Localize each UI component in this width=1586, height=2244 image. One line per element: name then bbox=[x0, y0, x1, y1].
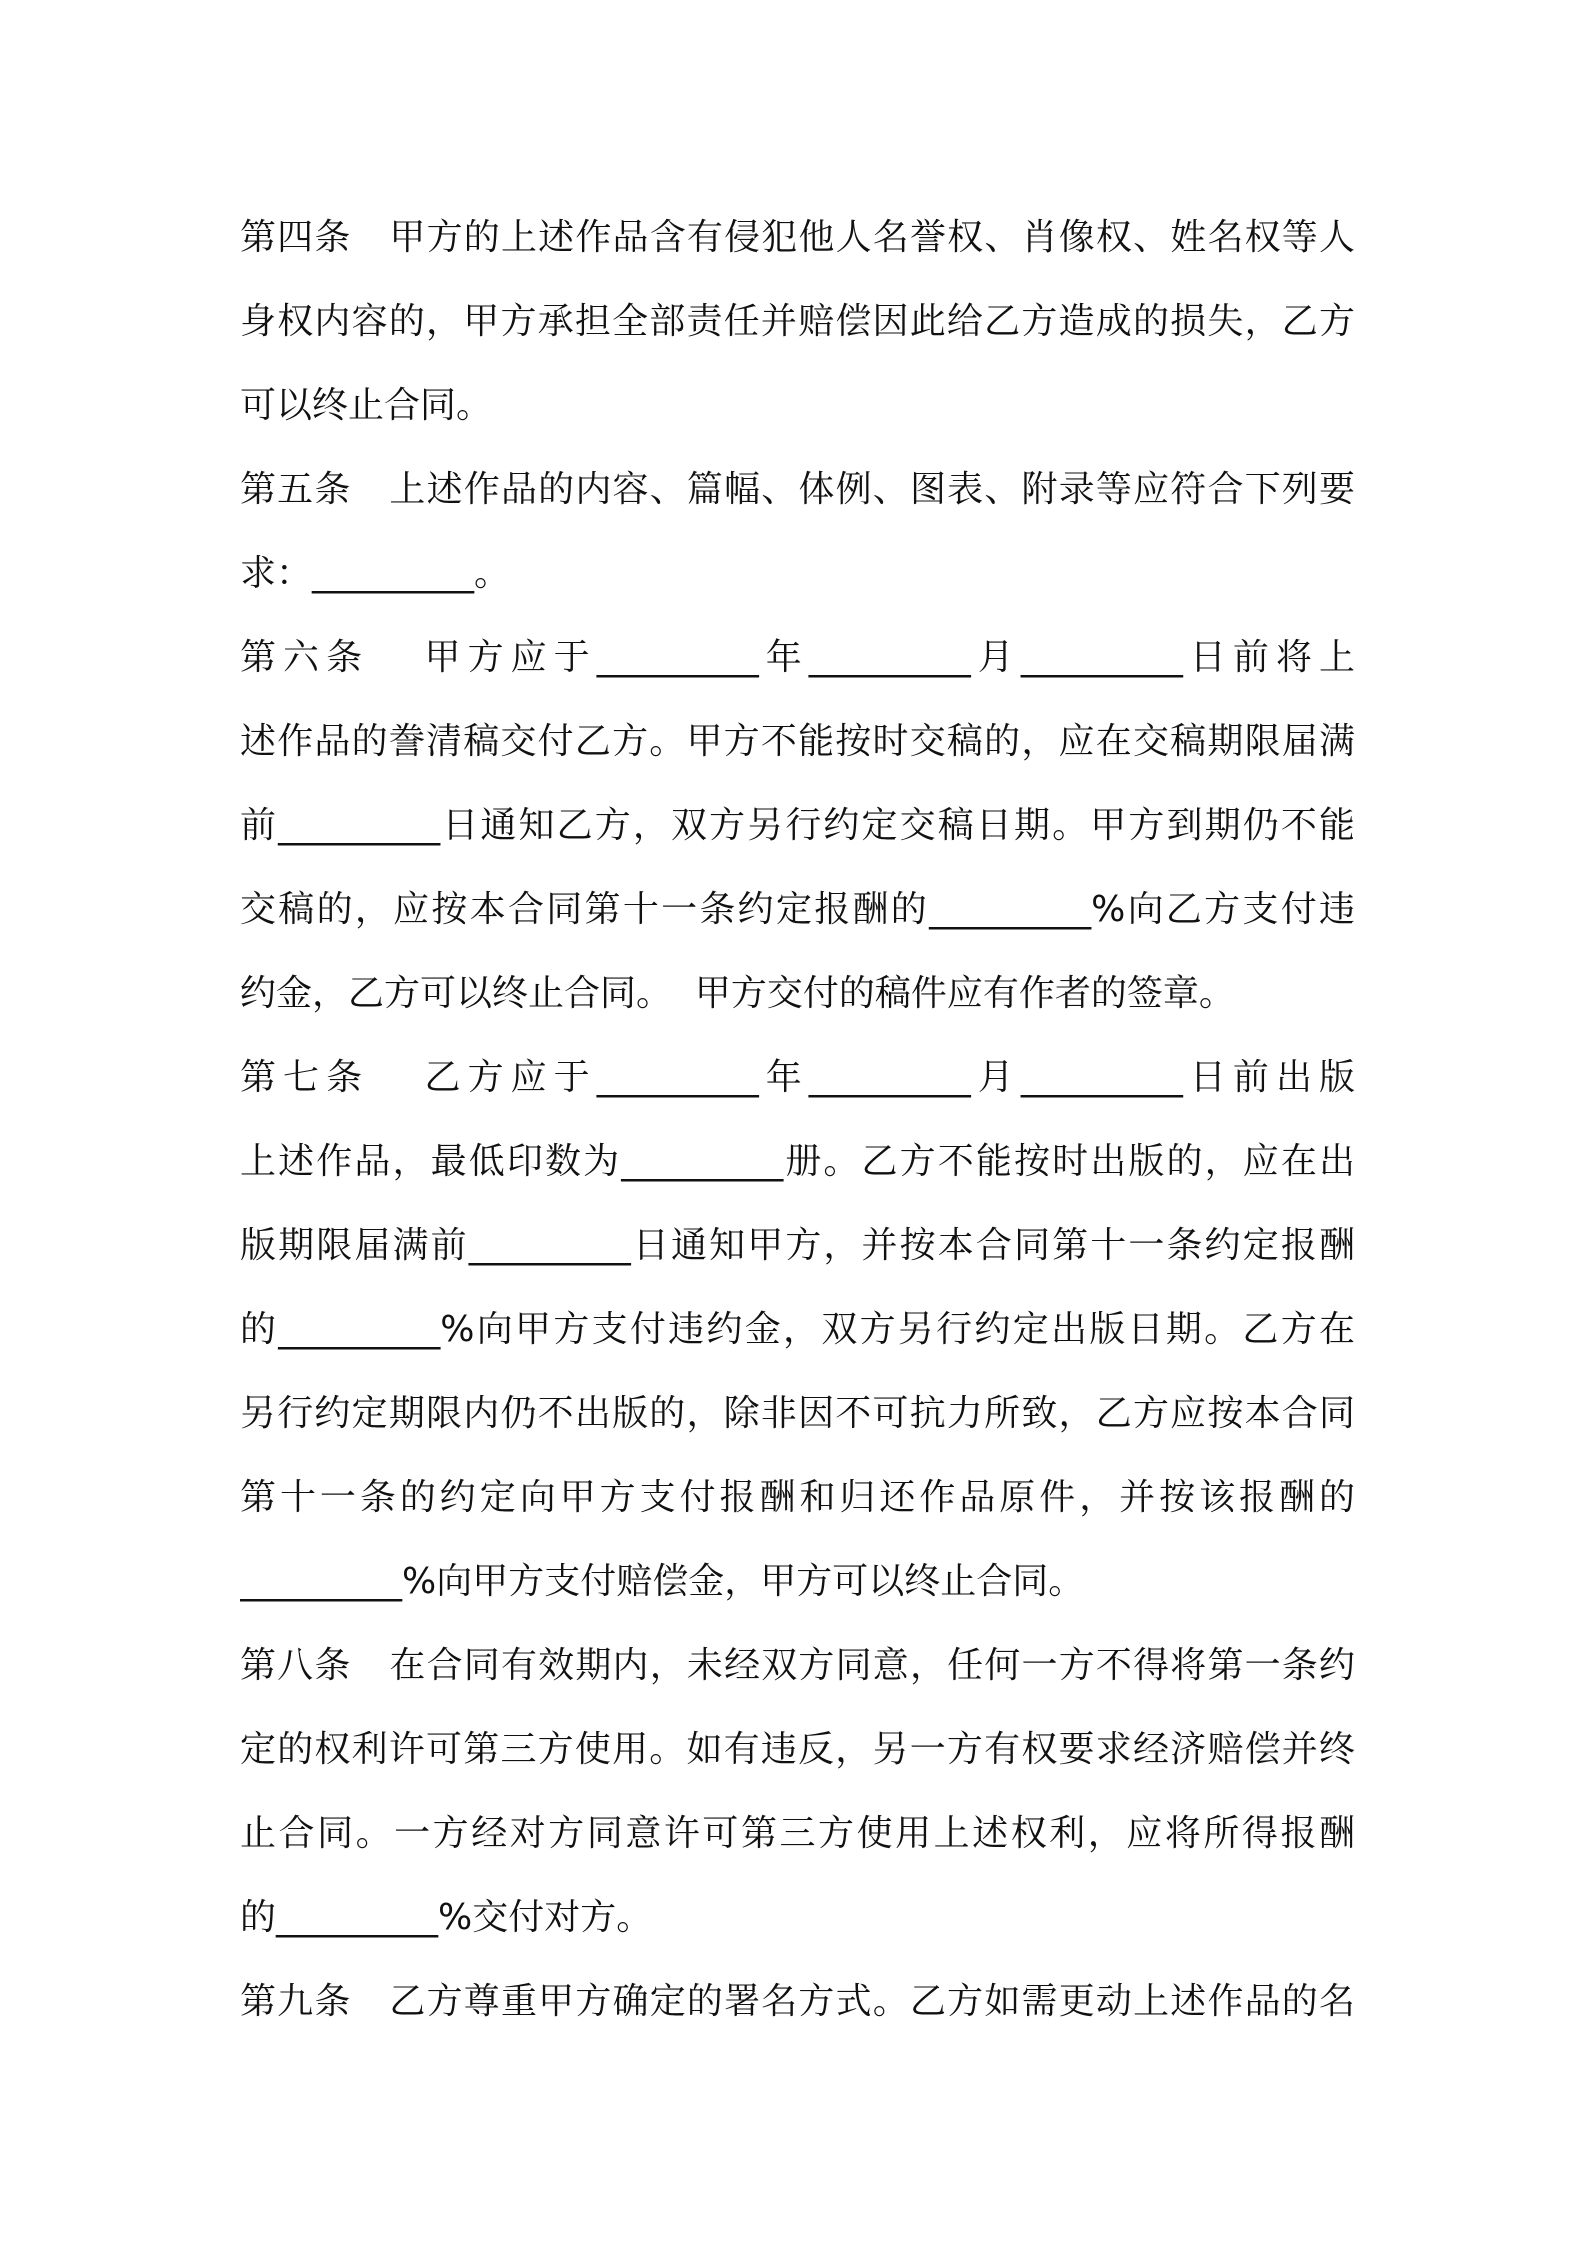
article-8-line-1: 第八条 在合同有效期内，未经双方同意，任何一方不得将第一条约 bbox=[240, 1645, 1355, 1686]
article-9-line-1: 第九条 乙方尊重甲方确定的署名方式。乙方如需更动上述作品的名 bbox=[240, 1981, 1355, 2022]
article-7-line-7: _________%向甲方支付赔偿金，甲方可以终止合同。 bbox=[240, 1561, 1085, 1602]
article-6-line-2: 述作品的誊清稿交付乙方。甲方不能按时交稿的，应在交稿期限届满 bbox=[240, 721, 1355, 762]
article-7-line-3: 版期限届满前_________日通知甲方，并按本合同第十一条约定报酬 bbox=[240, 1225, 1355, 1266]
article-6-line-5: 约金，乙方可以终止合同。 甲方交付的稿件应有作者的签章。 bbox=[240, 973, 1235, 1014]
article-6-line-1: 第六条 甲方应于_________年_________月_________日前将上 bbox=[240, 637, 1355, 678]
article-7-line-5: 另行约定期限内仍不出版的，除非因不可抗力所致，乙方应按本合同 bbox=[240, 1393, 1355, 1434]
article-4-line-3: 可以终止合同。 bbox=[240, 385, 493, 426]
article-8-line-4: 的_________%交付对方。 bbox=[240, 1897, 653, 1938]
article-8-line-2: 定的权利许可第三方使用。如有违反，另一方有权要求经济赔偿并终 bbox=[240, 1729, 1355, 1770]
article-6-line-3: 前_________日通知乙方，双方另行约定交稿日期。甲方到期仍不能 bbox=[240, 805, 1355, 846]
article-7-line-6: 第十一条的约定向甲方支付报酬和归还作品原件，并按该报酬的 bbox=[240, 1477, 1355, 1518]
article-5-line-1: 第五条 上述作品的内容、篇幅、体例、图表、附录等应符合下列要 bbox=[240, 469, 1355, 510]
article-8-line-3: 止合同。一方经对方同意许可第三方使用上述权利，应将所得报酬 bbox=[240, 1813, 1355, 1854]
article-7-line-4: 的_________%向甲方支付违约金，双方另行约定出版日期。乙方在 bbox=[240, 1309, 1355, 1350]
article-4-line-2: 身权内容的，甲方承担全部责任并赔偿因此给乙方造成的损失，乙方 bbox=[240, 301, 1355, 342]
article-4-line-1: 第四条 甲方的上述作品含有侵犯他人名誉权、肖像权、姓名权等人 bbox=[240, 217, 1355, 258]
article-5-line-2: 求：_________。 bbox=[240, 553, 511, 594]
contract-body bbox=[240, 196, 1355, 2044]
article-6-line-4: 交稿的，应按本合同第十一条约定报酬的_________%向乙方支付违 bbox=[240, 889, 1355, 930]
article-7-line-1: 第七条 乙方应于_________年_________月_________日前出版 bbox=[240, 1057, 1355, 1098]
article-7-line-2: 上述作品，最低印数为_________册。乙方不能按时出版的，应在出 bbox=[240, 1141, 1355, 1182]
